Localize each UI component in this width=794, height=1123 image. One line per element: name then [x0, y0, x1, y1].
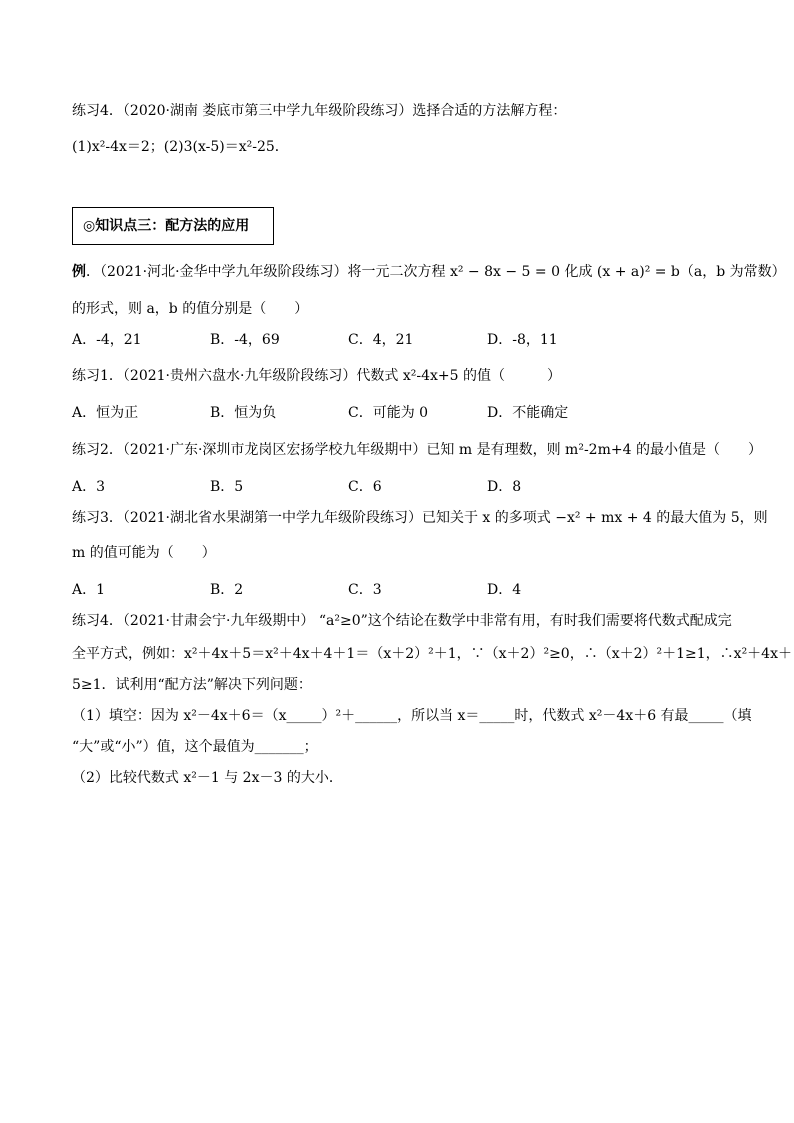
- exercise-4b-question-line2: 全平方式，例如：x²＋4x＋5＝x²＋4x＋4＋1＝（x＋2）²＋1，∵（x＋2）²≥0，∴（x＋2）²＋1≥1，∴x²＋4x＋: [72, 646, 792, 662]
- example-text: ．（2021·河北·金华中学九年级阶段练习）将一元二次方程 x² − 8x − 5 = 0 化成 (x + a)² = b（a，b 为常数）: [86, 264, 786, 280]
- exercise-3-option-b: B．2: [210, 582, 244, 598]
- example-option-a: A．-4，21: [72, 332, 142, 348]
- example-option-b: B．-4，69: [210, 332, 280, 348]
- exercise-1-option-a: A．恒为正: [72, 405, 139, 421]
- exercise-2-option-c: C．6: [348, 479, 382, 495]
- exercise-4b-part2: （2）比较代数式 x²－1 与 2x－3 的大小．: [72, 770, 343, 786]
- exercise-3-option-d: D．4: [487, 582, 522, 598]
- exercise-2-option-b: B．5: [210, 479, 244, 495]
- exercise-1-option-c: C．可能为 0: [348, 405, 429, 421]
- example-question-line2: 的形式，则 a，b 的值分别是（ ）: [72, 301, 309, 317]
- exercise-1-question: 练习1．（2021·贵州六盘水·九年级阶段练习）代数式 x²-4x+5 的值（ ）: [72, 368, 562, 384]
- exercise-2-question: 练习2．（2021·广东·深圳市龙岗区宏扬学校九年级期中）已知 m 是有理数，则 m²-2m+4 的最小值是（ ）: [72, 442, 762, 458]
- exercise-4-equations: (1)x²-4x＝2；(2)3(x-5)＝x²-25．: [72, 139, 289, 155]
- section-title: ◎知识点三：配方法的应用: [72, 207, 274, 245]
- exercise-4b-part1-line1: （1）填空：因为 x²－4x＋6＝（x_____）²＋______，所以当 x＝_____时，代数式 x²－4x＋6 有最_____（填: [72, 708, 752, 724]
- exercise-1-option-b: B．恒为负: [210, 405, 277, 421]
- exercise-3-question-line2: m 的值可能为（ ）: [72, 545, 216, 561]
- example-option-c: C．4，21: [348, 332, 414, 348]
- exercise-3-option-c: C．3: [348, 582, 382, 598]
- exercise-4b-question-line1: 练习4．（2021·甘肃会宁·九年级期中） “a²≥0”这个结论在数学中非常有用，有时我们需要将代数式配成完: [72, 613, 732, 629]
- example-option-d: D．-8，11: [487, 332, 558, 348]
- exercise-3-option-a: A．1: [72, 582, 106, 598]
- example-label: 例: [72, 264, 86, 280]
- exercise-2-option-d: D．8: [487, 479, 522, 495]
- example-question-line1: [72, 262, 786, 282]
- exercise-1-option-d: D．不能确定: [487, 405, 569, 421]
- exercise-4b-part1-line2: “大”或“小”）值，这个最值为_______；: [72, 739, 318, 755]
- exercise-4-prompt: 练习4．（2020·湖南 娄底市第三中学九年级阶段练习）选择合适的方法解方程：: [72, 103, 567, 119]
- exercise-3-question-line1: 练习3．（2021·湖北省水果湖第一中学九年级阶段练习）已知关于 x 的多项式 −x² + mx + 4 的最大值为 5，则: [72, 510, 768, 526]
- exercise-2-option-a: A．3: [72, 479, 106, 495]
- exercise-4b-question-line3: 5≥1．试利用“配方法”解决下列问题：: [72, 677, 312, 693]
